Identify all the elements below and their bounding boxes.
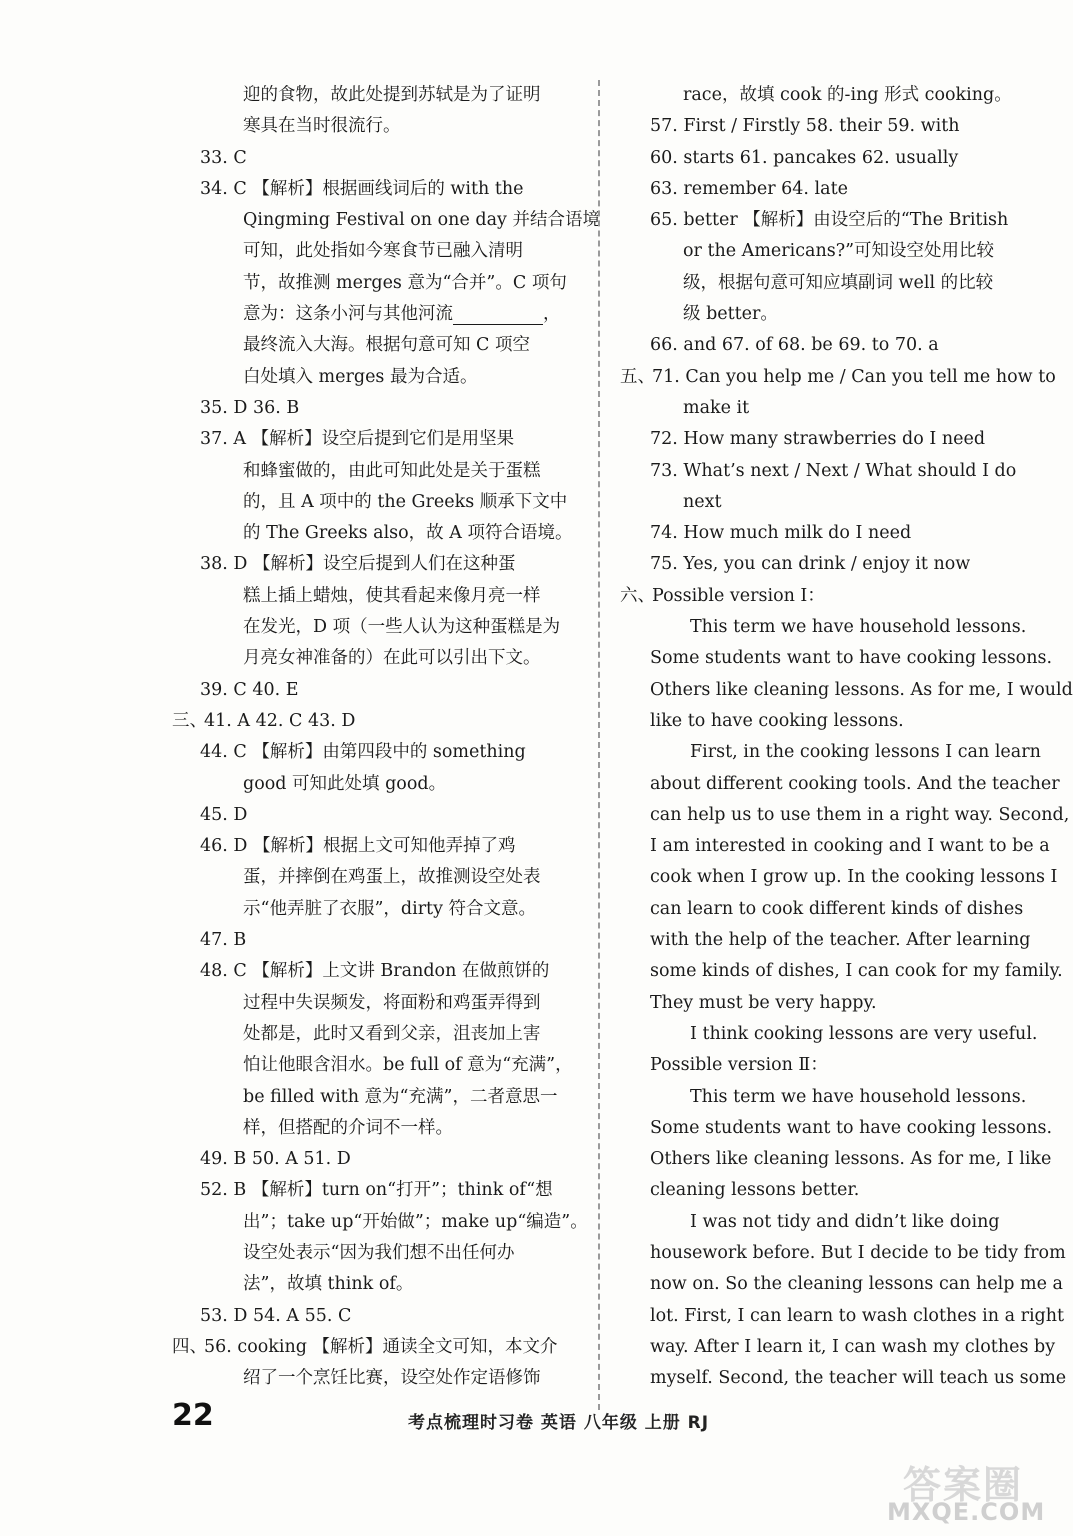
line-text: 在发光，D 项（一些人认为这种蛋糕是为 — [243, 617, 561, 638]
line-text: now on. So the cleaning lessons can help me a — [650, 1274, 1063, 1295]
line-text: some kinds of dishes, I can cook for my family. — [650, 961, 1063, 982]
line-text: 74. How much milk do I need — [650, 523, 912, 544]
text-line — [172, 268, 580, 299]
text-line — [172, 487, 580, 518]
section-marker: 六、 — [620, 585, 655, 606]
text-line — [172, 1082, 580, 1113]
line-text: This term we have household lessons. — [690, 617, 1027, 638]
text-line — [172, 1113, 580, 1144]
text-line — [620, 612, 1027, 643]
text-line — [620, 268, 1018, 299]
line-text: 意为：这条小河与其他河流 — [243, 304, 453, 325]
page-footer — [172, 1398, 1032, 1438]
text-line — [172, 1363, 580, 1394]
text-line — [172, 1144, 580, 1175]
line-text: 节，故推测 merges 意为“合并”。C 项句 — [243, 272, 567, 293]
section-marker: 三、 — [172, 710, 207, 731]
text-line — [620, 236, 1018, 267]
line-text: make it — [683, 397, 750, 418]
line-text: 45. D — [200, 804, 248, 825]
text-line — [620, 1269, 1063, 1300]
text-line — [620, 643, 1053, 674]
line-text: myself. Second, the teacher will teach us some — [650, 1368, 1067, 1389]
text-line — [620, 581, 1018, 612]
text-line — [172, 706, 580, 737]
line-text: 65. better 【解析】由设空后的“The British — [650, 210, 1009, 231]
line-text: 57. First / Firstly 58. their 59. with — [650, 116, 960, 137]
text-line — [620, 111, 1018, 142]
text-line — [172, 393, 580, 424]
text-line — [620, 862, 1058, 893]
text-line — [620, 706, 1018, 737]
line-text: First, in the cooking lessons I can learn — [690, 742, 1041, 763]
line-text: cook when I grow up. In the cooking lessons I — [650, 867, 1058, 888]
text-line — [620, 549, 1018, 580]
line-text: Some students want to have cooking lessons. — [650, 1117, 1053, 1138]
line-text: 53. D 54. A 55. C — [200, 1305, 352, 1326]
line-text: 73. What’s next / Next / What should I do — [650, 460, 1017, 481]
line-text: 出”；take up“开始做”；make up“编造”。 — [243, 1211, 588, 1232]
text-line — [172, 643, 580, 674]
line-text: 样，但搭配的介词不一样。 — [243, 1117, 453, 1138]
text-line — [172, 581, 580, 612]
text-line — [172, 612, 580, 643]
line-text: 72. How many strawberries do I need — [650, 429, 986, 450]
text-line — [620, 831, 1050, 862]
line-text: 35. D 36. B — [200, 397, 300, 418]
text-line — [620, 1082, 1027, 1113]
line-text: 月亮女神准备的）在此可以引出下文。 — [243, 648, 541, 669]
text-line — [172, 518, 580, 549]
line-text: I am interested in cooking and I want to be a — [650, 836, 1050, 857]
text-line — [172, 424, 580, 455]
line-text: or the Americans?”可知设空处用比较 — [683, 241, 995, 262]
watermark-logo — [867, 1462, 1046, 1526]
line-text: 最终流入大海。根据句意可知 C 项空 — [243, 335, 531, 356]
section-marker: 四、 — [172, 1336, 207, 1357]
text-line — [620, 1113, 1053, 1144]
text-line — [620, 1238, 1066, 1269]
text-line — [620, 1363, 1067, 1394]
text-line — [620, 988, 1018, 1019]
line-text: 绍了一个烹饪比赛，设空处作定语修饰 — [243, 1368, 541, 1389]
line-text: 怕让他眼含泪水。be full of 意为“充满”， — [243, 1055, 573, 1076]
text-line — [172, 1050, 580, 1081]
line-text: 37. A 【解析】设空后提到它们是用坚果 — [200, 429, 515, 450]
line-text: be filled with 意为“充满”，二者意思一 — [243, 1086, 558, 1107]
line-text: 蛋，并摔倒在鸡蛋上，故推测设空处表 — [243, 867, 541, 888]
line-text: 和蜂蜜做的，由此可知此处是关于蛋糕 — [243, 460, 541, 481]
line-text: way. After I learn it, I can wash my clothes by — [650, 1336, 1056, 1357]
line-text: good 可知此处填 good。 — [243, 773, 447, 794]
text-line — [620, 1207, 1018, 1238]
text-line — [620, 518, 1018, 549]
line-text: They must be very happy. — [650, 992, 877, 1013]
text-line — [172, 1175, 580, 1206]
text-line — [172, 111, 580, 142]
line-text: 可知，此处指如今寒食节已融入清明 — [243, 241, 523, 262]
line-text: 41. A 42. C 43. D — [204, 710, 356, 731]
text-line — [620, 205, 1018, 236]
line-text: 的 The Greeks also，故 A 项符合语境。 — [243, 523, 573, 544]
line-text: next — [683, 491, 722, 512]
line-text: 47. B — [200, 930, 247, 951]
watermark-bottom-text: MXQE.COM — [887, 1498, 1046, 1526]
text-line — [620, 330, 1018, 361]
left-column — [172, 80, 600, 1394]
text-line — [172, 174, 580, 205]
line-text: 60. starts 61. pancakes 62. usually — [650, 147, 959, 168]
text-line — [620, 299, 1018, 330]
line-text: I think cooking lessons are very useful. — [690, 1023, 1038, 1044]
text-line — [172, 1207, 588, 1238]
line-text: lot. First, I can learn to wash clothes in a right — [650, 1305, 1065, 1326]
text-line — [172, 1332, 580, 1363]
text-line — [620, 800, 1070, 831]
line-text: 处都是，此时又看到父亲，沮丧加上害 — [243, 1023, 541, 1044]
line-text: 44. C 【解析】由第四段中的 something — [200, 742, 526, 763]
text-line — [620, 393, 1018, 424]
text-line — [172, 831, 580, 862]
text-line — [172, 737, 580, 768]
line-text: Some students want to have cooking lessons. — [650, 648, 1053, 669]
line-text: 52. B 【解析】turn on“打开”；think of“想 — [200, 1180, 553, 1201]
answer-blank — [453, 304, 543, 325]
line-text: 38. D 【解析】设空后提到人们在这种蛋 — [200, 554, 516, 575]
text-line — [172, 800, 580, 831]
text-line — [620, 894, 1024, 925]
text-line — [172, 988, 580, 1019]
line-text-after-blank: ， — [543, 304, 561, 325]
line-text: like to have cooking lessons. — [650, 710, 904, 731]
line-text: 34. C 【解析】根据画线词后的 with the — [200, 178, 524, 199]
line-text: Possible version Ⅱ： — [650, 1055, 828, 1076]
text-line — [620, 487, 1018, 518]
text-line — [172, 862, 580, 893]
line-text: Others like cleaning lessons. As for me, I like — [650, 1149, 1052, 1170]
line-text: can learn to cook different kinds of dishes — [650, 898, 1024, 919]
watermark-top-text: 答案圈 — [903, 1463, 1024, 1507]
text-line — [172, 299, 580, 330]
line-text: This term we have household lessons. — [690, 1086, 1027, 1107]
page-number: 22 — [172, 1398, 214, 1433]
line-text: 63. remember 64. late — [650, 178, 848, 199]
text-line — [620, 925, 1031, 956]
line-text: race，故填 cook 的-ing 形式 cooking。 — [683, 85, 1012, 105]
line-text: 级 better。 — [683, 304, 778, 325]
text-line — [620, 1175, 1018, 1206]
text-line — [620, 174, 1018, 205]
text-line — [172, 236, 580, 267]
line-text: 56. cooking 【解析】通读全文可知，本文介 — [204, 1336, 558, 1357]
line-text: 寒具在当时很流行。 — [243, 116, 401, 137]
line-text: cleaning lessons better. — [650, 1180, 860, 1201]
text-line — [172, 1019, 580, 1050]
line-text: 设空处表示“因为我们想不出任何办 — [243, 1242, 515, 1263]
text-line — [172, 1238, 580, 1269]
text-line — [620, 737, 1041, 768]
line-text: 49. B 50. A 51. D — [200, 1149, 351, 1170]
line-text: 75. Yes, you can drink / enjoy it now — [650, 554, 971, 575]
line-text: 法”，故填 think of。 — [243, 1274, 414, 1295]
text-line — [620, 956, 1063, 987]
text-line — [172, 549, 580, 580]
right-column — [620, 80, 1073, 1394]
column-divider — [598, 80, 600, 1410]
text-line — [172, 80, 580, 111]
line-text: with the help of the teacher. After learning — [650, 930, 1031, 951]
text-line — [620, 675, 1073, 706]
line-text: 白处填入 merges 最为合适。 — [243, 366, 478, 387]
line-text: 66. and 67. of 68. be 69. to 70. a — [650, 335, 939, 356]
text-line — [172, 205, 600, 236]
line-text: 糕上插上蜡烛，使其看起来像月亮一样 — [243, 585, 541, 606]
text-line — [172, 894, 580, 925]
line-text: I was not tidy and didn’t like doing — [690, 1211, 1000, 1232]
text-line — [620, 362, 1056, 393]
line-text: 33. C — [200, 147, 247, 168]
footer-title: 考点梳理时习卷 英语 八年级 上册 RJ — [408, 1413, 710, 1433]
text-line — [172, 769, 580, 800]
text-line — [172, 1269, 580, 1300]
line-text: Others like cleaning lessons. As for me, I would — [650, 679, 1073, 700]
text-line — [172, 456, 580, 487]
text-line — [620, 1301, 1065, 1332]
line-text: 过程中失误频发，将面粉和鸡蛋弄得到 — [243, 992, 541, 1013]
text-line — [172, 925, 580, 956]
text-line — [172, 1301, 580, 1332]
line-text: 迎的食物，故此处提到苏轼是为了证明 — [243, 85, 541, 105]
text-line — [620, 80, 1018, 111]
text-line — [620, 1019, 1038, 1050]
text-line — [620, 1332, 1056, 1363]
text-line — [620, 143, 1018, 174]
line-text: Possible version Ⅰ： — [652, 585, 825, 606]
text-line — [620, 424, 1018, 455]
line-text: 级，根据句意可知应填副词 well 的比较 — [683, 272, 994, 293]
line-text: Qingming Festival on one day 并结合语境 — [243, 210, 600, 231]
line-text: 的，且 A 项中的 the Greeks 顺承下文中 — [243, 491, 568, 512]
text-line — [620, 1144, 1052, 1175]
text-line — [620, 456, 1018, 487]
text-line — [172, 675, 580, 706]
text-line — [172, 362, 580, 393]
text-line — [172, 956, 580, 987]
line-text: can help us to use them in a right way. Second, — [650, 804, 1070, 825]
line-text: housework before. But I decide to be tidy from — [650, 1242, 1066, 1263]
line-text: 46. D 【解析】根据上文可知他弄掉了鸡 — [200, 836, 516, 857]
line-text: 71. Can you help me / Can you tell me how to — [652, 366, 1056, 387]
line-text: 48. C 【解析】上文讲 Brandon 在做煎饼的 — [200, 961, 550, 982]
line-text: about different cooking tools. And the teacher — [650, 773, 1060, 794]
text-line — [172, 330, 580, 361]
line-text: 39. C 40. E — [200, 679, 299, 700]
line-text: 示“他弄脏了衣服”，dirty 符合文意。 — [243, 898, 537, 919]
text-line — [620, 769, 1060, 800]
text-line — [172, 143, 580, 174]
section-marker: 五、 — [620, 366, 655, 387]
text-line — [620, 1050, 1018, 1081]
